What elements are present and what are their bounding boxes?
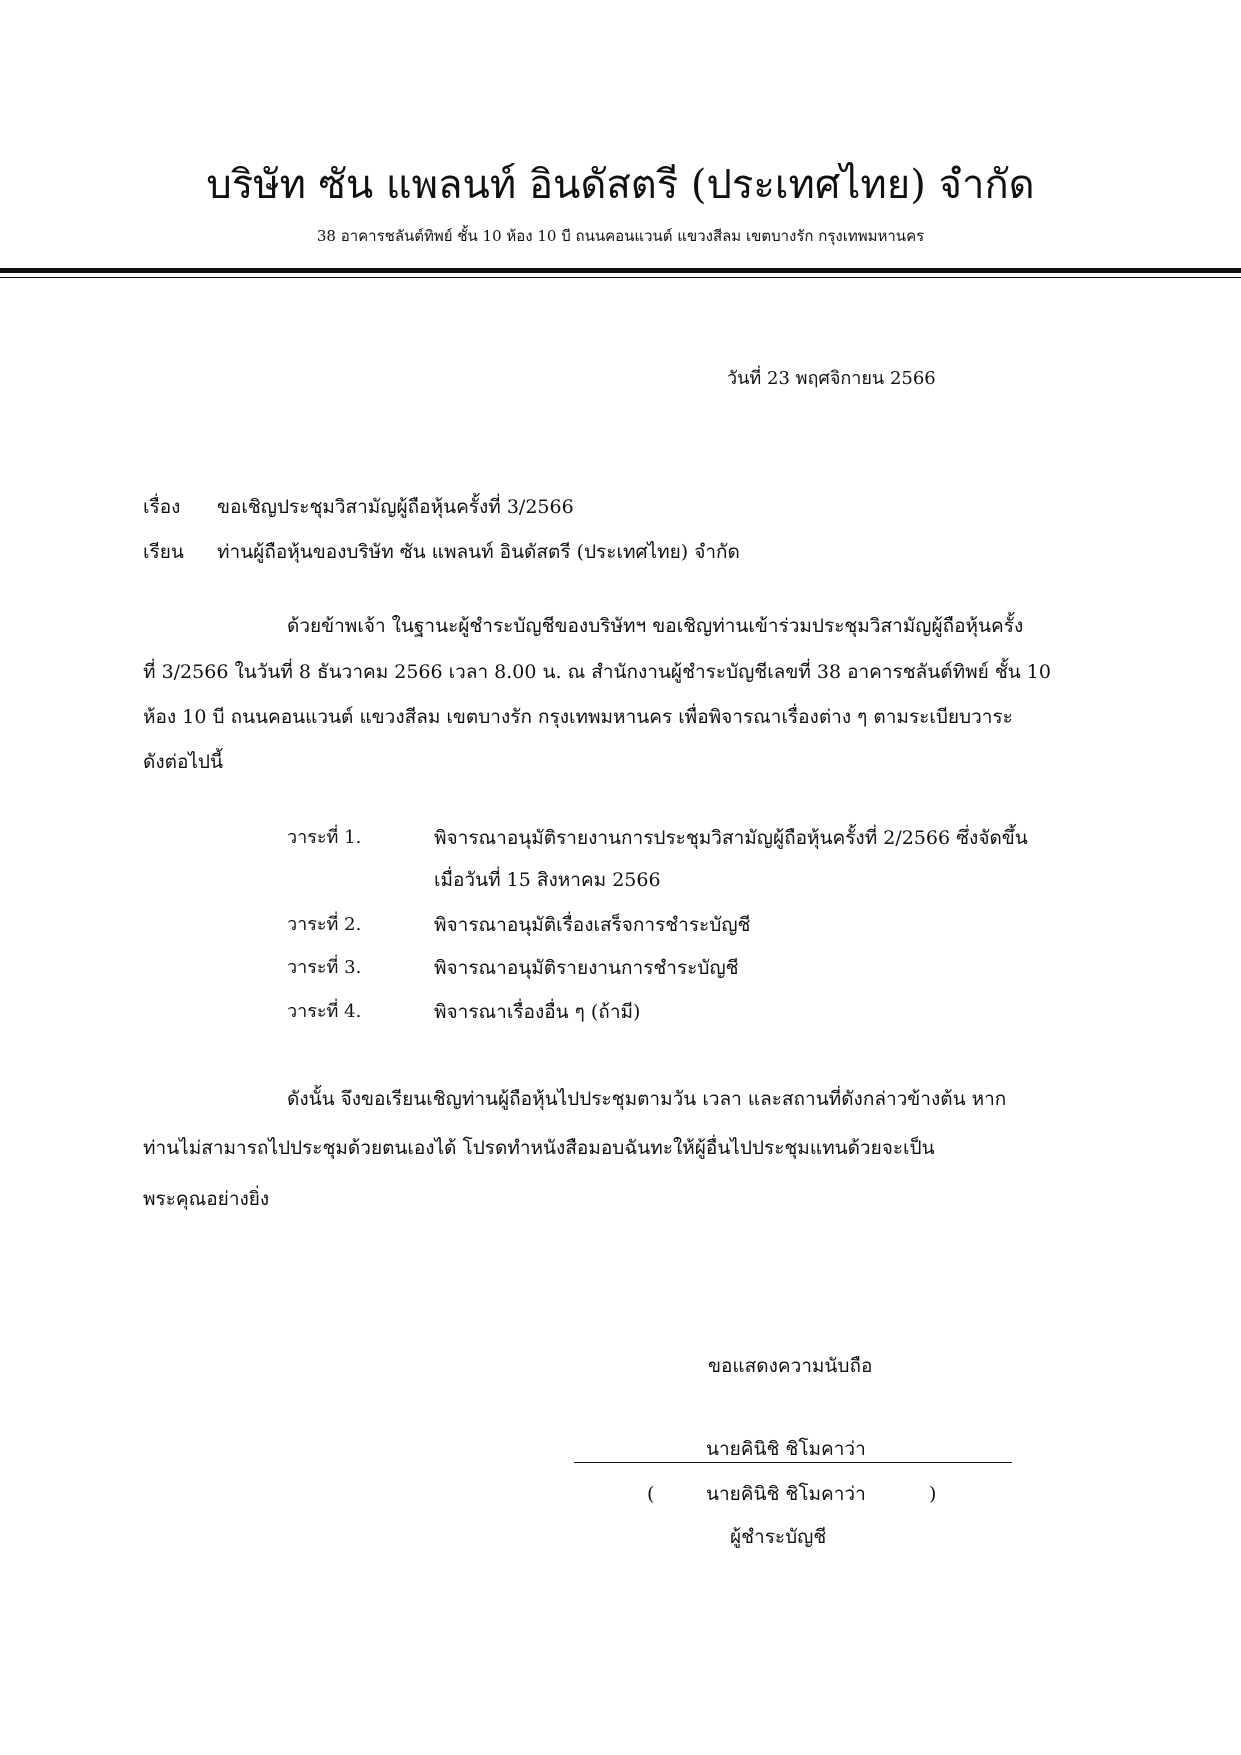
- recipient-text: ท่านผู้ถือหุ้นของบริษัท ซัน แพลนท์ อินดัสตรี (ประเทศไทย) จำกัด: [217, 541, 740, 563]
- subject-text: ขอเชิญประชุมวิสามัญผู้ถือหุ้นครั้งที่ 3/2566: [217, 496, 574, 518]
- agenda-number: วาระที่ 2.: [287, 914, 362, 935]
- closing-line: พระคุณอย่างยิ่ง: [143, 1188, 270, 1210]
- intro-line: ที่ 3/2566 ในวันที่ 8 ธันวาคม 2566 เวลา 8.00 น. ณ สำนักงานผู้ชำระบัญชีเลขที่ 38 อาคารชลันต์ทิพย์ ชั้น 10: [143, 661, 1051, 683]
- closing-line: ดังนั้น จึงขอเรียนเชิญท่านผู้ถือหุ้นไปประชุมตามวัน เวลา และสถานที่ดังกล่าวข้างต้น หาก: [287, 1088, 1007, 1110]
- header-divider-thin: [0, 277, 1241, 278]
- agenda-number: วาระที่ 1.: [287, 827, 362, 848]
- header-divider-thick: [0, 268, 1241, 273]
- agenda-text: เมื่อวันที่ 15 สิงหาคม 2566: [434, 869, 661, 891]
- company-name: บริษัท ซัน แพลนท์ อินดัสตรี (ประเทศไทย) จำกัด: [206, 162, 1035, 208]
- company-address: 38 อาคารชลันต์ทิพย์ ชั้น 10 ห้อง 10 บี ถนนคอนแวนต์ แขวงสีลม เขตบางรัก กรุงเทพมหานคร: [316, 227, 925, 245]
- subject-label: เรื่อง: [143, 496, 181, 518]
- open-parenthesis: (: [647, 1483, 655, 1505]
- agenda-number: วาระที่ 4.: [287, 1001, 362, 1022]
- signature: นายคินิชิ ชิโมคาว่า: [706, 1438, 866, 1460]
- intro-line: ด้วยข้าพเจ้า ในฐานะผู้ชำระบัญชีของบริษัทฯ ขอเชิญท่านเข้าร่วมประชุมวิสามัญผู้ถือหุ้นครั้ง: [287, 615, 1024, 637]
- letter-date: วันที่ 23 พฤศจิกายน 2566: [727, 368, 936, 389]
- agenda-text: พิจารณาอนุมัติรายงานการชำระบัญชี: [434, 957, 739, 979]
- intro-line: ดังต่อไปนี้: [143, 751, 223, 773]
- agenda-number: วาระที่ 3.: [287, 957, 362, 978]
- agenda-text: พิจารณาอนุมัติรายงานการประชุมวิสามัญผู้ถือหุ้นครั้งที่ 2/2566 ซึ่งจัดขึ้น: [434, 827, 1028, 849]
- close-parenthesis: ): [929, 1483, 937, 1505]
- agenda-text: พิจารณาอนุมัติเรื่องเสร็จการชำระบัญชี: [434, 914, 751, 936]
- recipient-label: เรียน: [143, 541, 184, 563]
- printed-name: นายคินิชิ ชิโมคาว่า: [706, 1483, 866, 1505]
- closing-line: ท่านไม่สามารถไปประชุมด้วยตนเองได้ โปรดทำหนังสือมอบฉันทะให้ผู้อื่นไปประชุมแทนด้วยจะเป็น: [143, 1137, 935, 1159]
- intro-line: ห้อง 10 บี ถนนคอนแวนต์ แขวงสีลม เขตบางรัก กรุงเทพมหานคร เพื่อพิจารณาเรื่องต่าง ๆ ตามระเบียบวาระ: [143, 706, 1013, 728]
- agenda-text: พิจารณาเรื่องอื่น ๆ (ถ้ามี): [434, 1001, 641, 1023]
- signature-line: [574, 1462, 1012, 1463]
- signer-title: ผู้ชำระบัญชี: [730, 1526, 827, 1548]
- closing-salutation: ขอแสดงความนับถือ: [708, 1355, 873, 1377]
